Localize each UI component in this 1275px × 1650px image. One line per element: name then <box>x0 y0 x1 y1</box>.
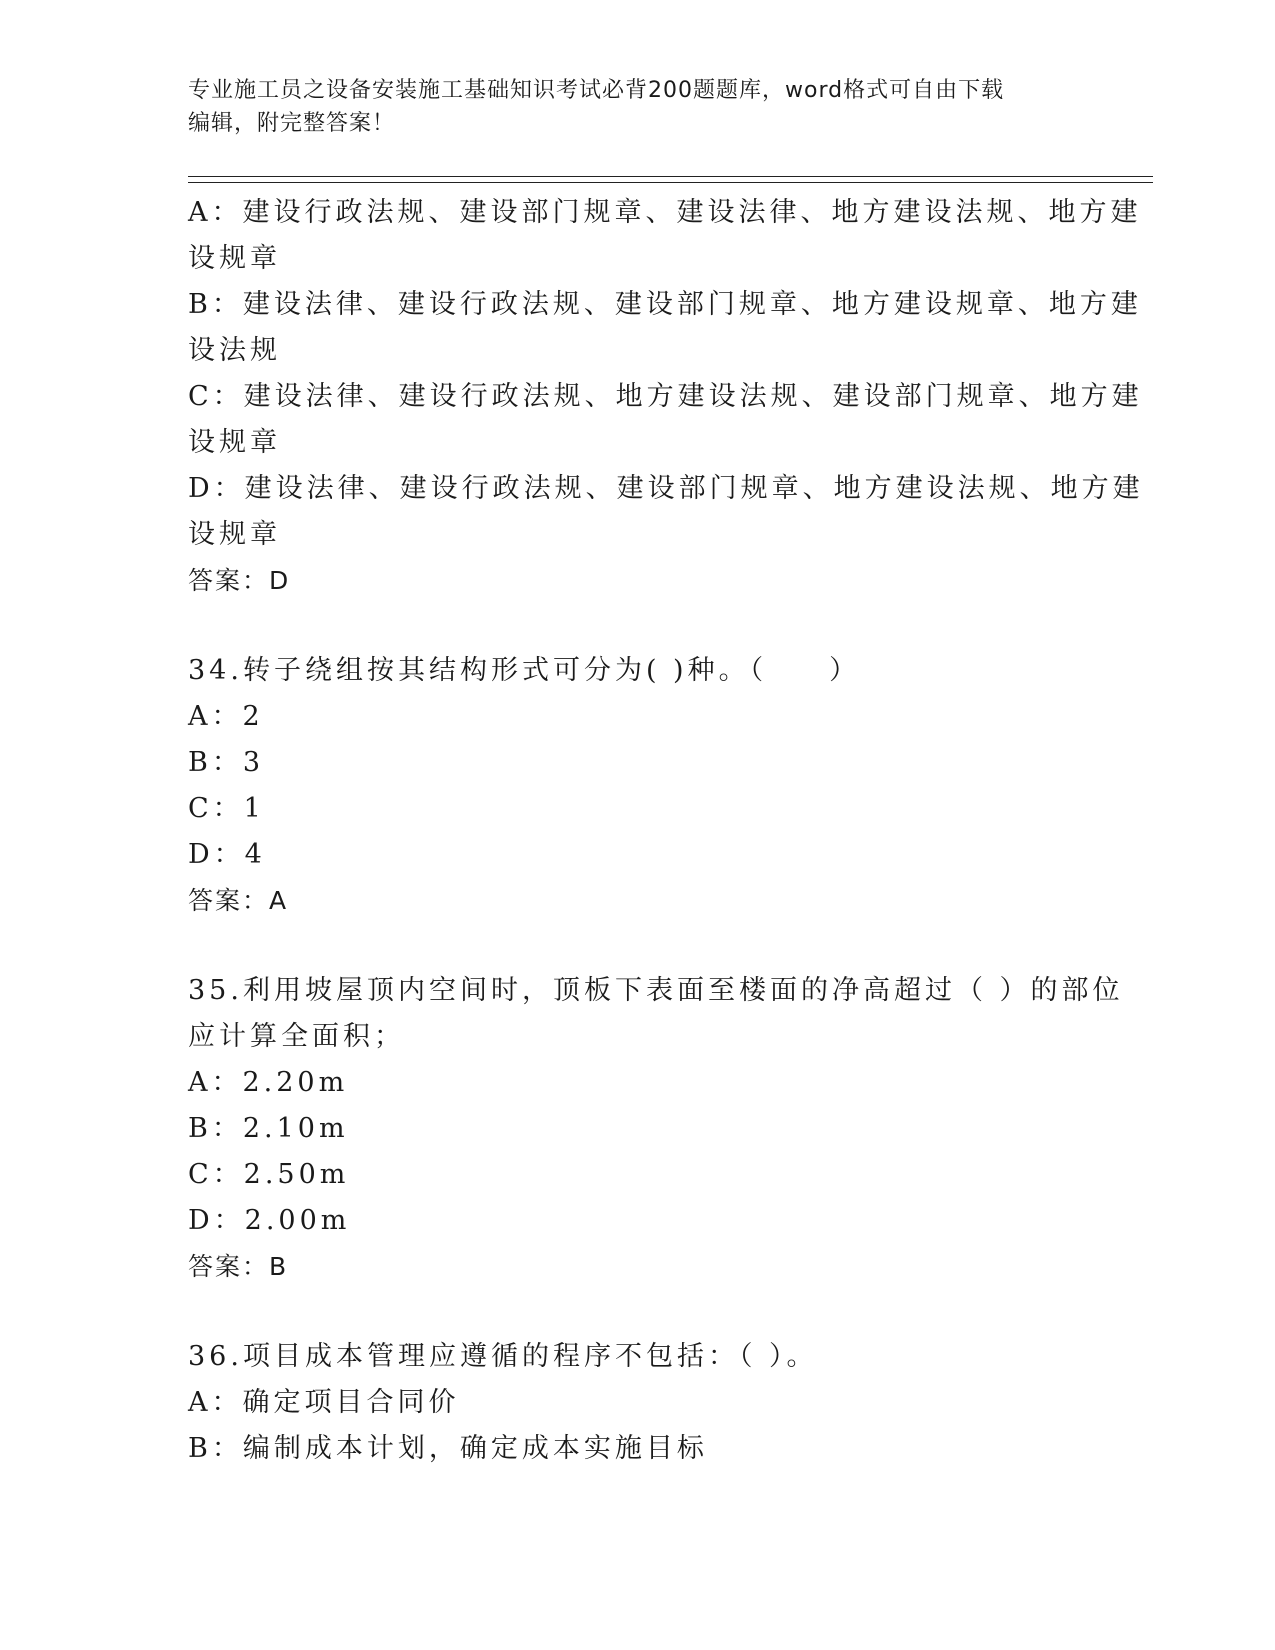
header-divider-bottom <box>188 182 1153 183</box>
question-36 <box>188 1334 1088 1472</box>
option-a: A：2 <box>188 701 264 732</box>
answer: 答案：A <box>188 886 289 915</box>
option-a: A：2.20m <box>188 1067 349 1098</box>
option-d-line-2: 设规章 <box>188 519 281 550</box>
option-a-line-1: A：建设行政法规、建设部门规章、建设法律、地方建设法规、地方建 <box>188 197 1142 228</box>
option-c-line-1: C：建设法律、建设行政法规、地方建设法规、建设部门规章、地方建 <box>188 381 1143 412</box>
option-c-line-2: 设规章 <box>188 427 281 458</box>
question-text: 34.转子绕组按其结构形式可分为( )种。（ ） <box>188 655 861 686</box>
option-b-line-2: 设法规 <box>188 335 281 366</box>
option-b: B：2.10m <box>188 1113 349 1144</box>
option-c: C：2.50m <box>188 1159 350 1190</box>
header-divider-top <box>188 176 1153 177</box>
question-text-line-2: 应计算全面积； <box>188 1021 405 1052</box>
option-d: D：2.00m <box>188 1205 351 1236</box>
option-d: D：4 <box>188 839 266 870</box>
question-33 <box>188 190 1144 604</box>
option-a-line-2: 设规章 <box>188 243 281 274</box>
question-35 <box>188 968 1124 1290</box>
question-text-line-1: 35.利用坡屋顶内空间时，顶板下表面至楼面的净高超过（ ）的部位 <box>188 975 1124 1006</box>
question-34 <box>188 648 1088 924</box>
option-b: B：编制成本计划，确定成本实施目标 <box>188 1433 708 1464</box>
answer: 答案：D <box>188 566 291 595</box>
question-list <box>188 190 1144 1472</box>
option-c: C：1 <box>188 793 265 824</box>
option-d-line-1: D：建设法律、建设行政法规、建设部门规章、地方建设法规、地方建 <box>188 473 1144 504</box>
answer: 答案：B <box>188 1252 289 1281</box>
header-title-line-1: 专业施工员之设备安装施工基础知识考试必背200题题库，word格式可自由下载 <box>188 78 1005 103</box>
question-text: 36.项目成本管理应遵循的程序不包括：（ ）。 <box>188 1341 818 1372</box>
option-a: A：确定项目合同价 <box>188 1387 460 1418</box>
document-header <box>188 74 1068 140</box>
header-title-line-2: 编辑，附完整答案！ <box>188 111 396 136</box>
option-b: B：3 <box>188 747 265 778</box>
option-b-line-1: B：建设法律、建设行政法规、建设部门规章、地方建设规章、地方建 <box>188 289 1142 320</box>
